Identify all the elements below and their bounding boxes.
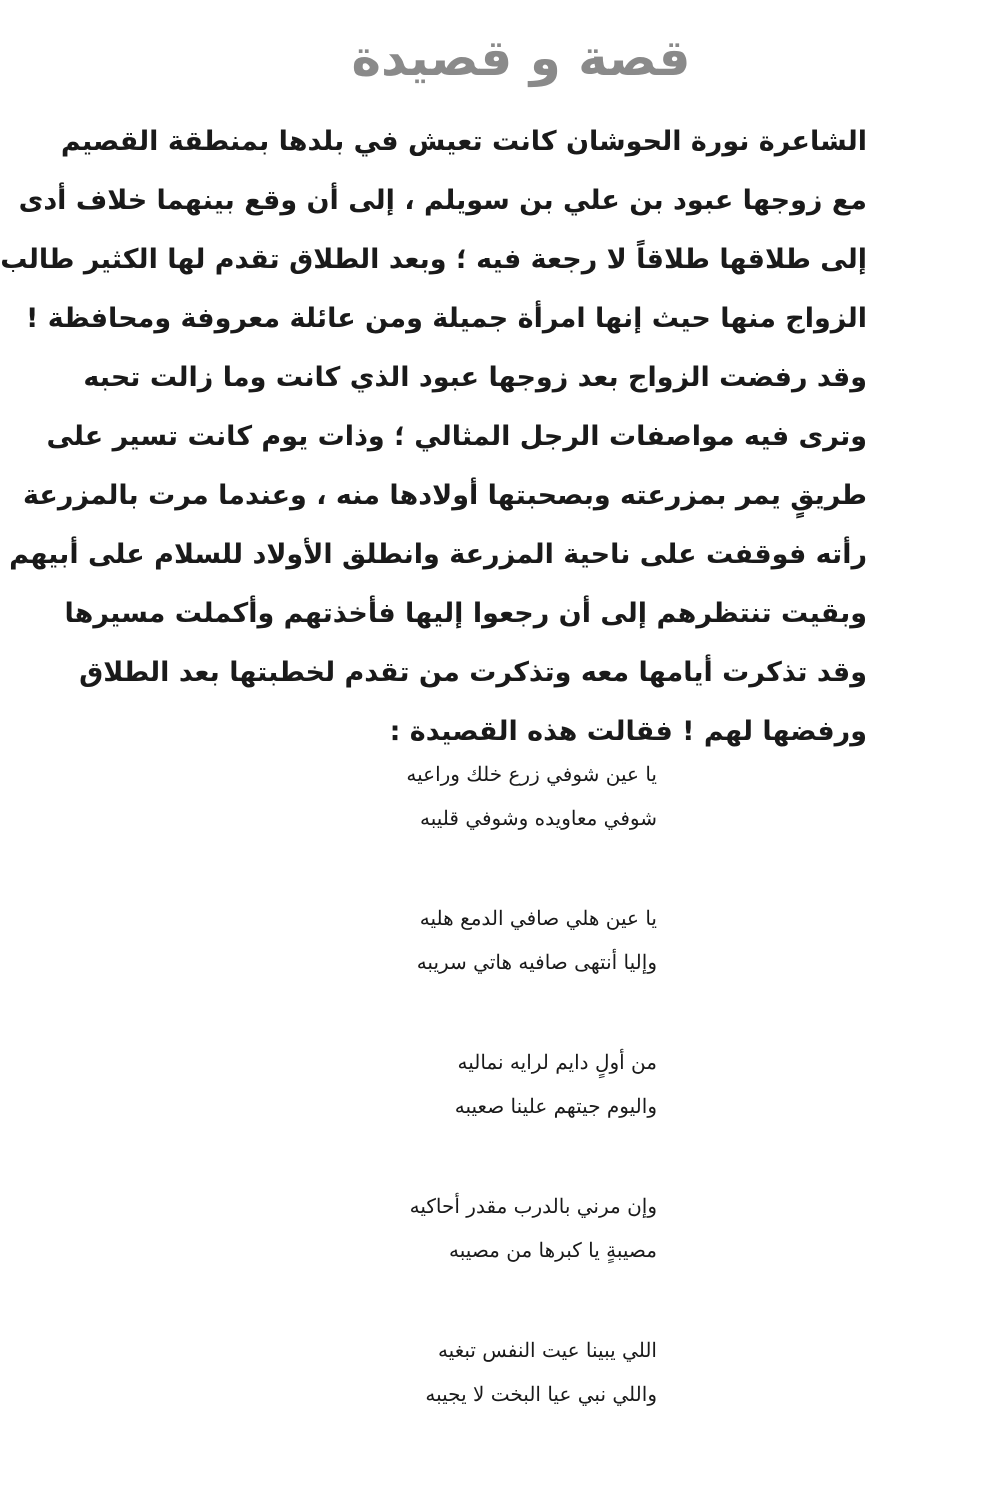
story-line: إلى طلاقها طلاقاً لا رجعة فيه ؛ وبعد الطلاق تقدم لها الكثير طالب	[0, 244, 867, 275]
story-line: وقد رفضت الزواج بعد زوجها عبود الذي كانت وما زالت تحبه	[83, 362, 867, 393]
poem-verse: يا عين هلي صافي الدمع هليه	[419, 906, 657, 930]
story-line: رأته فوقفت على ناحية المزرعة وانطلق الأولاد للسلام على أبيهم	[9, 539, 867, 570]
poem-stanza	[367, 752, 657, 840]
poem-verse: اللي يبينا عيت النفس تبغيه	[437, 1338, 657, 1362]
poem-verse: واليوم جيتهم علينا صعيبه	[454, 1094, 657, 1118]
story-line: وبقيت تنتظرهم إلى أن رجعوا إليها فأخذتهم وأكملت مسيرها	[64, 598, 867, 629]
story-line: وقد تذكرت أيامها معه وتذكرت من تقدم لخطبتها بعد الطلاق	[79, 657, 867, 688]
poem-stanza	[367, 1184, 657, 1272]
poem-verse: يا عين شوفي زرع خلك وراعيه	[406, 762, 657, 786]
story-line: الشاعرة نورة الحوشان كانت تعيش في بلدها بمنطقة القصيم	[60, 126, 867, 157]
story-line: ورفضها لهم ! فقالت هذه القصيدة :	[389, 716, 867, 747]
story-paragraph	[0, 112, 867, 761]
poem	[367, 752, 657, 1472]
poem-stanza	[367, 1040, 657, 1128]
story-line: طريقٍ يمر بمزرعته وبصحبتها أولادها منه ، وعندما مرت بالمزرعة	[23, 480, 867, 511]
poem-verse: واللي نبي عيا البخت لا يجيبه	[425, 1382, 657, 1406]
story-line: الزواج منها حيث إنها امرأة جميلة ومن عائلة معروفة ومحافظة !	[25, 303, 867, 334]
poem-verse: من أولٍ دايم لرايه نماليه	[457, 1050, 657, 1074]
poem-stanza	[367, 896, 657, 984]
story-line: مع زوجها عبود بن علي بن سويلم ، إلى أن وقع بينهما خلاف أدى	[18, 185, 867, 216]
story-line: وترى فيه مواصفات الرجل المثالي ؛ وذات يوم كانت تسير على	[46, 421, 867, 452]
page-title: قصة و قصيدة	[351, 29, 691, 87]
poem-verse: وإن مرني بالدرب مقدر أحاكيه	[409, 1194, 657, 1218]
poem-verse: مصيبةٍ يا كبرها من مصيبه	[449, 1238, 657, 1262]
poem-verse: شوفي معاويده وشوفي قليبه	[419, 806, 657, 830]
poem-stanza	[367, 1328, 657, 1416]
poem-verse: وإليا أنتهى صافيه هاتي سريبه	[416, 950, 657, 974]
